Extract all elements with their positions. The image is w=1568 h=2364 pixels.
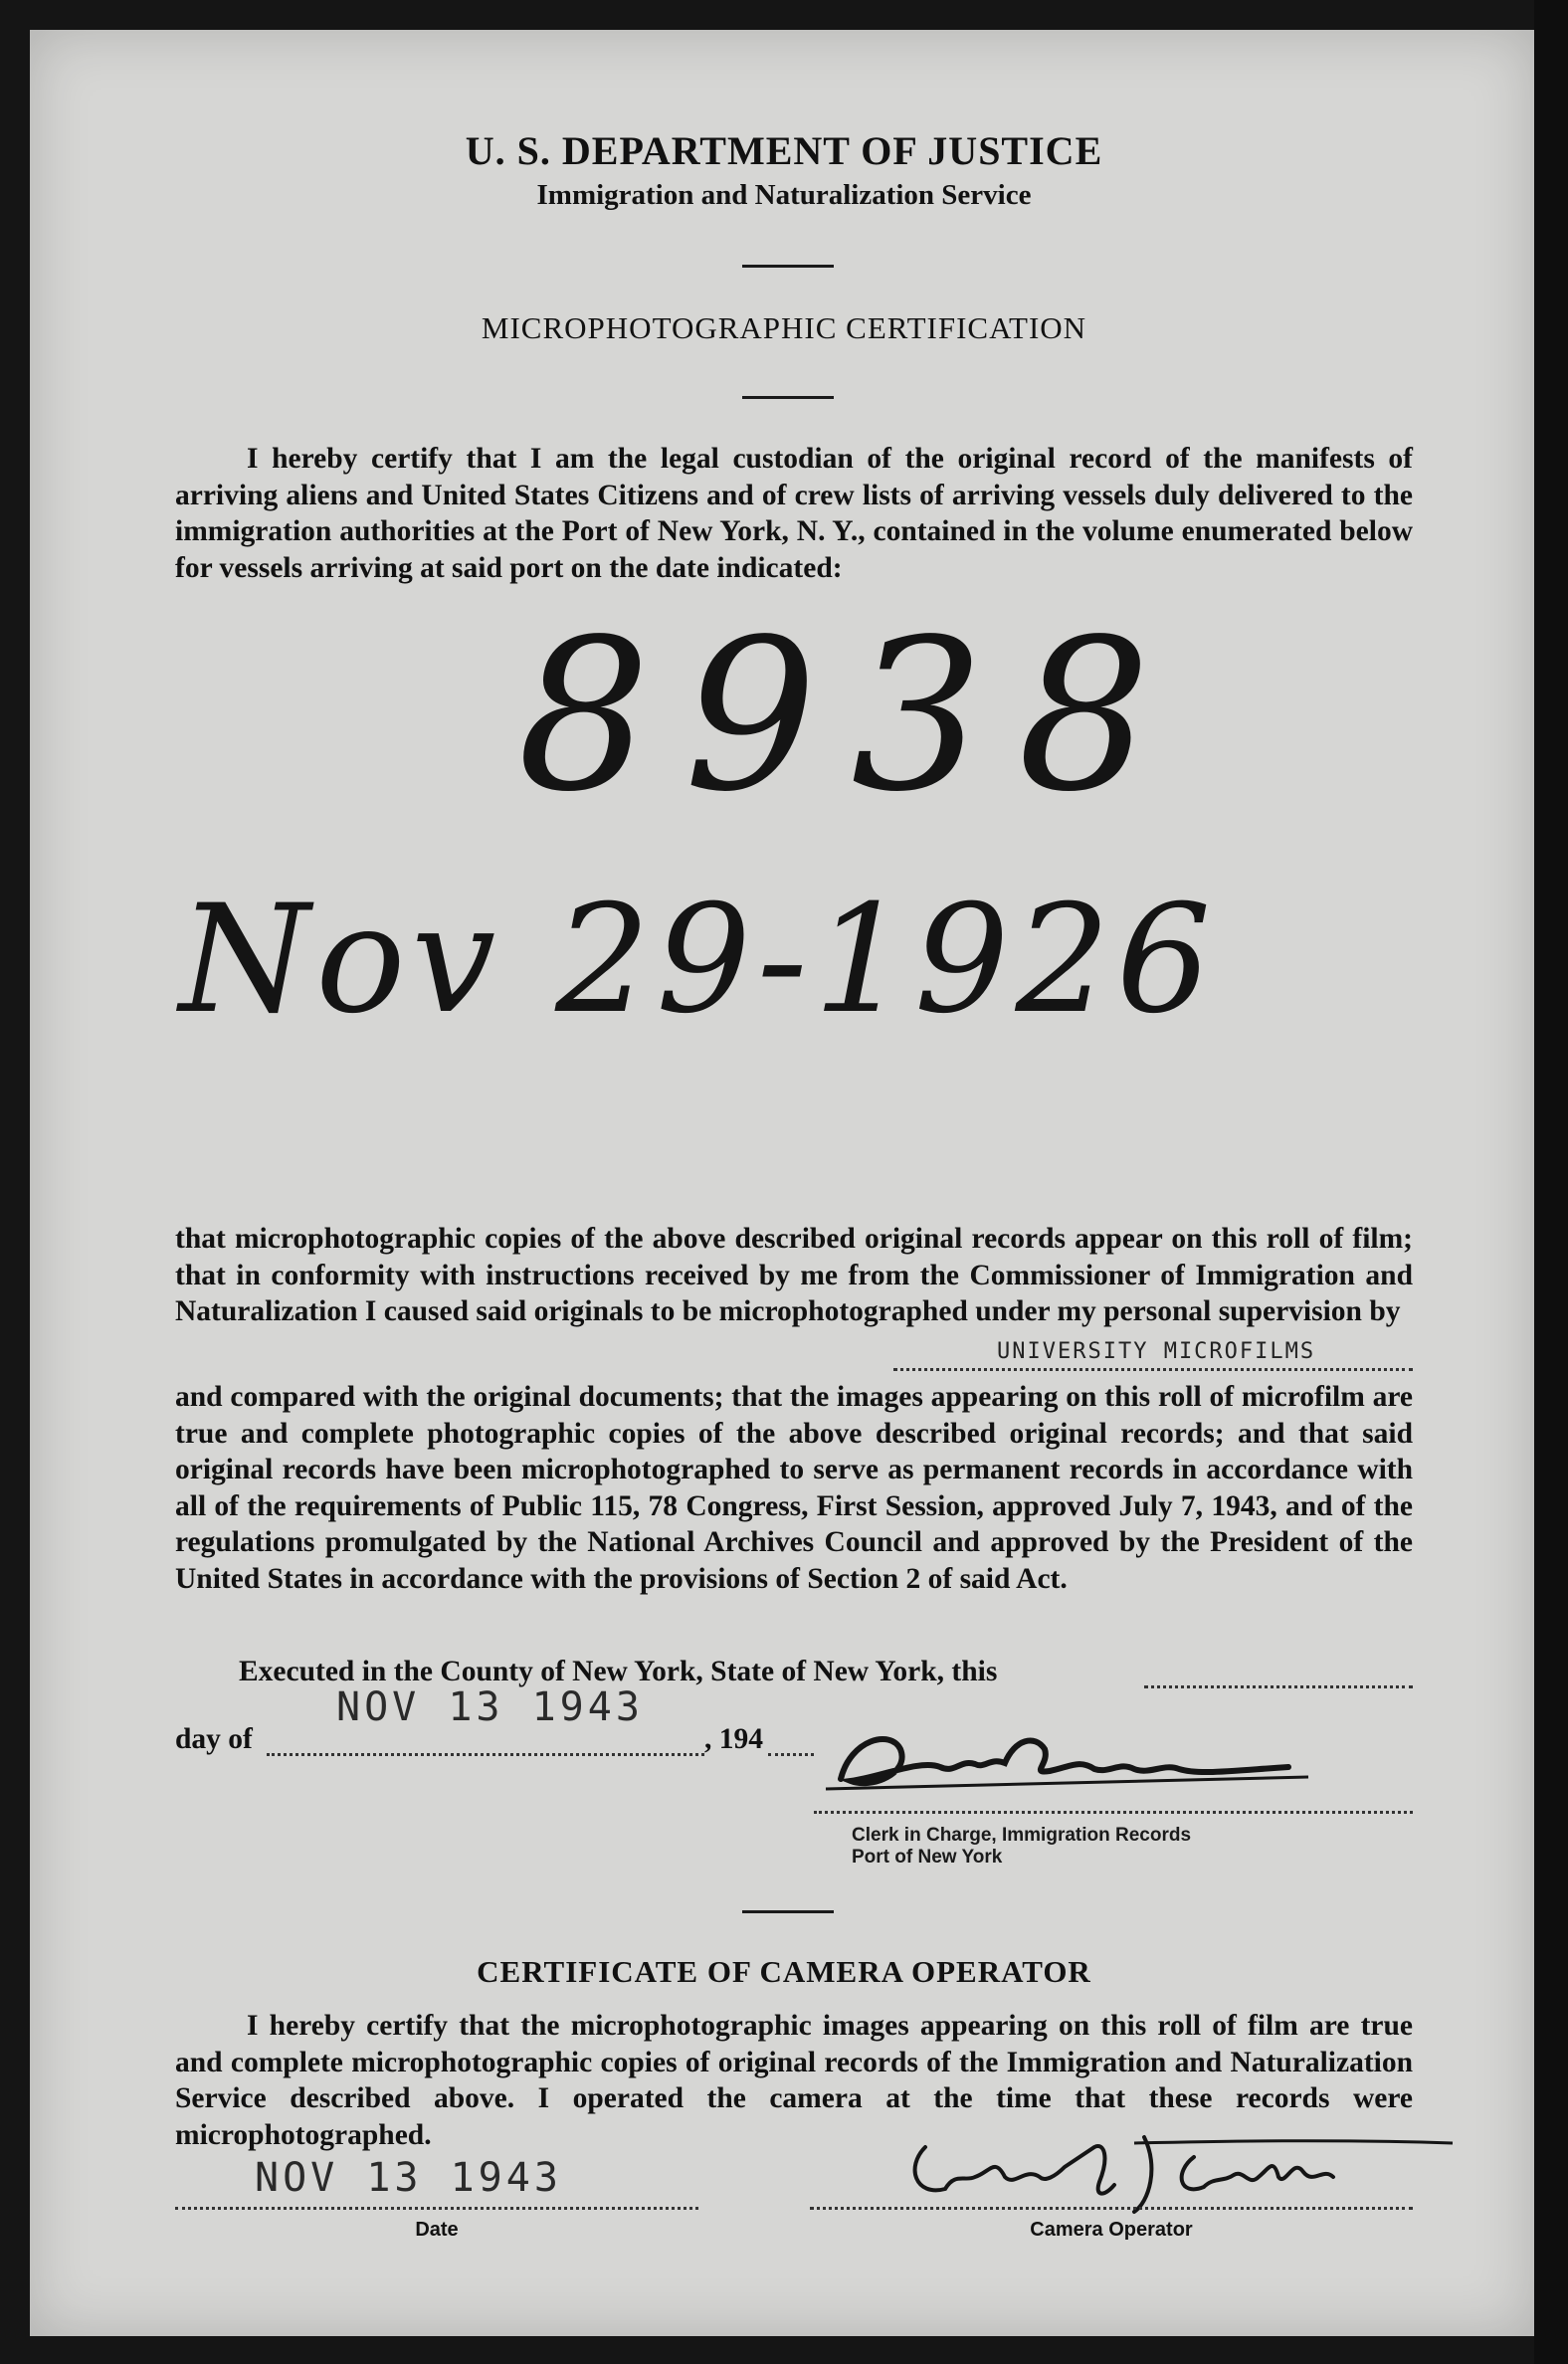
camera-certificate-heading: CERTIFICATE OF CAMERA OPERATOR — [477, 1954, 1091, 1989]
intro-text: I hereby certify that I am the legal custodian of the original record of the manifests of arriving aliens and United States Citizens and of crew lists of arriving vessels duly delivered to the immigration authorities at the Port of New York, N. Y., contained in the volume enumerated below for vessels arriving at said port on the date indicated: — [175, 443, 1413, 584]
handwritten-volume-date: Nov 29-1926 — [179, 874, 1218, 1047]
year-dotted-line — [768, 1753, 814, 1756]
year-prefix: , 194 — [704, 1723, 763, 1755]
clerk-title — [852, 1825, 1191, 1869]
photographer-name: UNIVERSITY MICROFILMS — [997, 1339, 1316, 1364]
divider — [742, 265, 834, 268]
executed-dotted-line — [1144, 1685, 1413, 1688]
certification-body-1 — [175, 1221, 1413, 1330]
handwritten-volume-number: 8938 — [517, 594, 1185, 838]
body-text-1: that microphotographic copies of the above described original records appear on this roll of film; that in conformity with instructions received by me from the Commissioner of Immigration and Naturalization I caused said originals to be microphotographed under my personal supervision by — [175, 1223, 1413, 1327]
certification-intro — [175, 441, 1413, 586]
film-edge — [1534, 0, 1568, 2364]
camera-date-stamp: NOV 13 1943 — [255, 2155, 562, 2201]
service-heading: Immigration and Naturalization Service — [536, 179, 1032, 211]
date-label: Date — [415, 2219, 459, 2241]
department-heading: U. S. DEPARTMENT OF JUSTICE — [465, 128, 1103, 173]
camera-text: I hereby certify that the microphotographic images appearing on this roll of film are true and complete microphotographic copies of original records of the Immigration and Naturalization Service described above. I operated the camera at the time that these records were microphotographed. — [175, 2010, 1413, 2151]
date-dotted-line — [175, 2207, 698, 2210]
document-sheet — [30, 30, 1534, 2336]
certification-body-2 — [175, 1379, 1413, 1597]
certification-title: MICROPHOTOGRAPHIC CERTIFICATION — [481, 310, 1087, 345]
divider — [742, 1910, 834, 1913]
camera-operator-label: Camera Operator — [1030, 2219, 1193, 2241]
camera-operator-signature — [895, 2127, 1453, 2217]
executed-line: Executed in the County of New York, State of New York, this — [239, 1656, 998, 1687]
clerk-signature — [811, 1719, 1328, 1809]
photographer-dotted-line — [893, 1368, 1413, 1371]
clerk-title-line-2: Port of New York — [852, 1847, 1003, 1868]
day-of-label: day of — [175, 1723, 253, 1755]
clerk-signature-line — [814, 1811, 1413, 1814]
body-text-2: and compared with the original documents; that the images appearing on this roll of microfilm are true and complete photographic copies of the above described original records; and that said original records have been microphotographed to serve as permanent records in accordance with all of the requirements of Public 115, 78 Congress, First Session, approved July 7, 1943, and of the regulations promulgated by the National Archives Council and approved by the President of the United States in accordance with the provisions of Section 2 of said Act. — [175, 1381, 1413, 1595]
operator-dotted-line — [810, 2207, 1413, 2210]
clerk-title-line-1: Clerk in Charge, Immigration Records — [852, 1825, 1192, 1846]
day-dotted-line — [267, 1753, 704, 1756]
divider — [742, 396, 834, 399]
execution-date-stamp: NOV 13 1943 — [336, 1684, 644, 1730]
